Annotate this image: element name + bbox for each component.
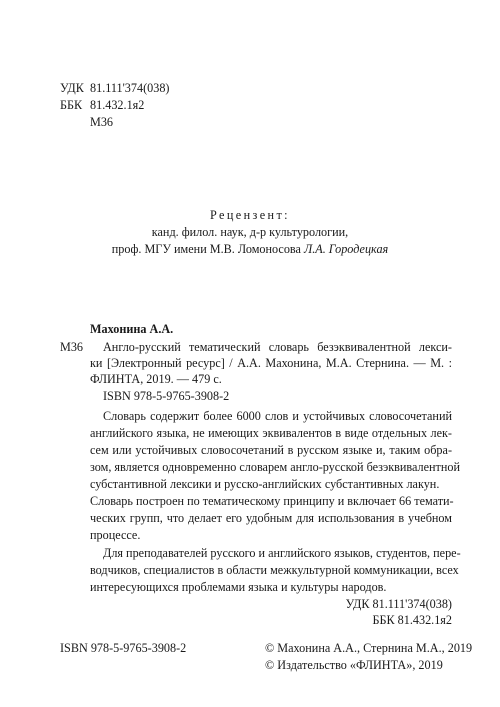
bbk-value: 81.432.1я2 bbox=[90, 98, 145, 112]
catalog-desc-line-1: Англо-русский тематический словарь безэквивалентной лекси- bbox=[103, 340, 452, 354]
abstract-p1-line: зом, является одновременно словарем англо-русской безэквивалентной bbox=[90, 460, 461, 474]
udk-label: УДК bbox=[60, 81, 84, 95]
catalog-desc-line-3: ФЛИНТА, 2019. — 479 с. bbox=[90, 372, 222, 386]
footer-isbn: ISBN 978-5-9765-3908-2 bbox=[60, 641, 187, 655]
abstract-p1-line: ческих групп, что делает его удобным для использования в учебном bbox=[90, 511, 452, 525]
copyright-publisher: © Издательство «ФЛИНТА», 2019 bbox=[265, 658, 443, 672]
reviewer-affiliation bbox=[0, 241, 500, 257]
reviewer-name: Л.А. Городецкая bbox=[303, 242, 389, 256]
abstract-p2-line: Для преподавателей русского и английского языков, студентов, пере- bbox=[103, 546, 461, 560]
abstract-p2-line: интересующихся проблемами языка и культуры народов. bbox=[90, 580, 387, 594]
author-mark: М36 bbox=[90, 115, 114, 129]
reviewer-affiliation-text: проф. МГУ имени М.В. Ломоносова bbox=[111, 242, 304, 256]
abstract-p1-line: субстантивной лексики и русско-английских субстантивных лакун. bbox=[90, 477, 440, 491]
abstract-p1-line: английского языка, не имеющих эквивалентов в виде отдельных лек- bbox=[90, 426, 452, 440]
catalog-desc-line-2: ки [Электронный ресурс] / А.А. Махонина, М.А. Стернина. — М. : bbox=[90, 356, 452, 370]
reviewer-credentials: канд. филол. наук, д-р культурологии, bbox=[151, 225, 349, 239]
catalog-author: Махонина А.А. bbox=[90, 322, 174, 336]
catalog-isbn: ISBN 978-5-9765-3908-2 bbox=[103, 389, 230, 403]
abstract-p1-line: Словарь содержит более 6000 слов и устойчивых словосочетаний bbox=[103, 409, 452, 423]
udk-bottom: УДК 81.111'374(038) bbox=[345, 597, 452, 611]
copyright-authors: © Махонина А.А., Стернина М.А., 2019 bbox=[265, 641, 473, 655]
reviewer-title: Рецензент: bbox=[210, 208, 290, 222]
bbk-label: ББК bbox=[60, 98, 83, 112]
abstract-p1-line: сем или устойчивых словосочетаний в русском языке и, таким обра- bbox=[90, 443, 452, 457]
udk-value: 81.111'374(038) bbox=[90, 81, 170, 95]
abstract-p1-line: процессе. bbox=[90, 528, 141, 542]
abstract-p1-line: Словарь построен по тематическому принципу и включает 66 темати- bbox=[90, 494, 454, 508]
catalog-author-mark: М36 bbox=[60, 340, 84, 354]
abstract-p2-line: водчиков, специалистов в области межкультурной коммуникации, всех bbox=[90, 563, 459, 577]
bbk-bottom: ББК 81.432.1я2 bbox=[372, 613, 452, 627]
